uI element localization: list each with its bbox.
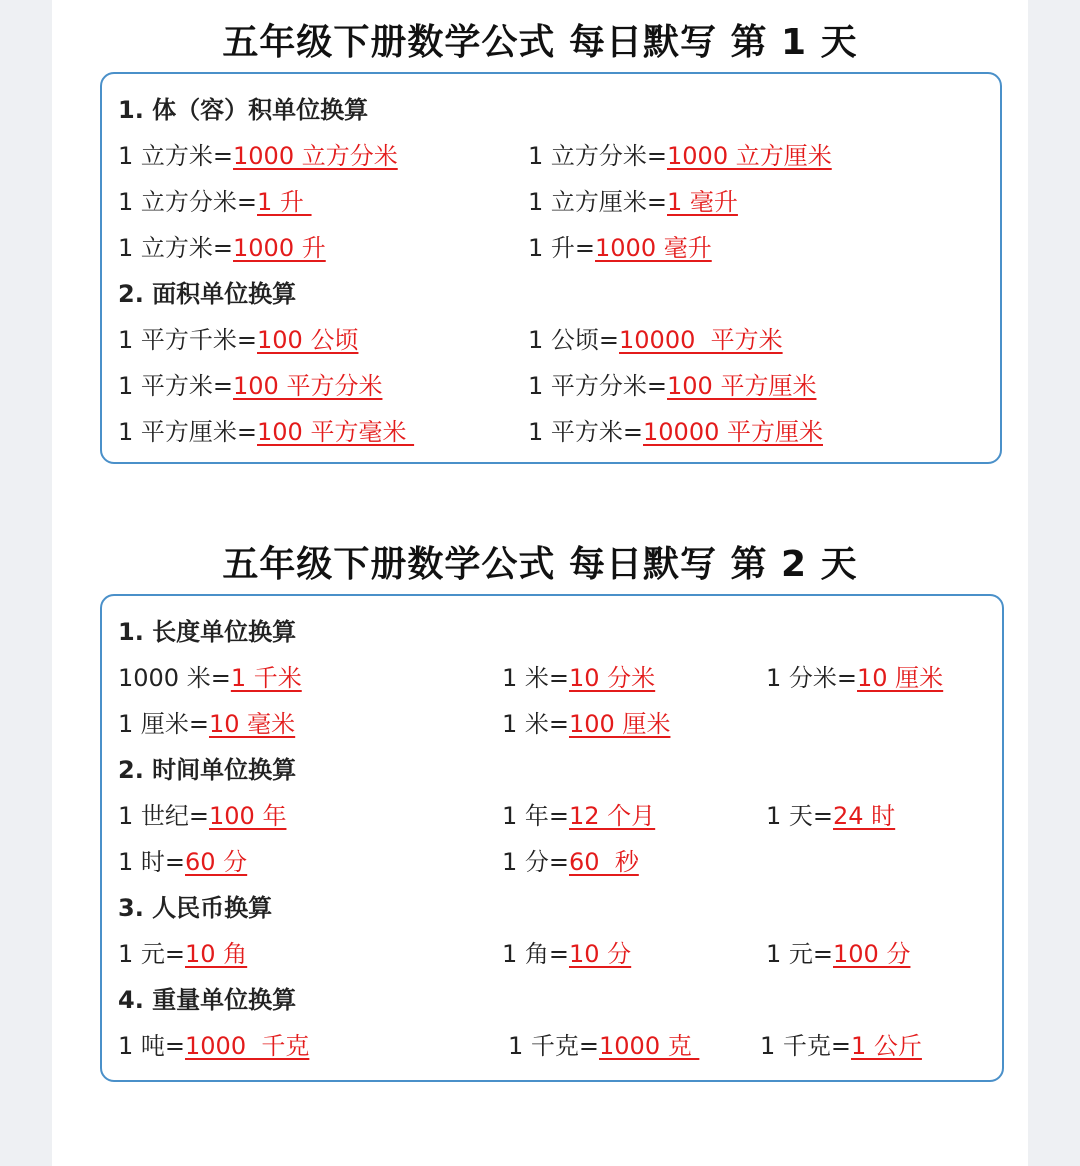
day2-formula: 1 元=100 分 xyxy=(766,940,911,968)
day1-formula: 1 立方分米=1000 立方厘米 xyxy=(528,142,832,170)
day2-formula: 1 元=10 角 xyxy=(118,940,248,968)
day2-formula: 1 世纪=100 年 xyxy=(118,802,287,830)
day2-card xyxy=(100,594,1004,1082)
day1-formula: 1 平方千米=100 公顷 xyxy=(118,326,359,354)
day2-section-time-heading: 2. 时间单位换算 xyxy=(118,756,297,784)
day1-formula: 1 平方分米=100 平方厘米 xyxy=(528,372,817,400)
day1-section-area-heading: 2. 面积单位换算 xyxy=(118,280,297,308)
day2-formula: 1 千克=1 公斤 xyxy=(760,1032,922,1060)
day2-title: 五年级下册数学公式 每日默写 第 2 天 xyxy=(222,544,858,585)
day1-formula: 1 公顷=10000 平方米 xyxy=(528,326,783,354)
day1-card xyxy=(100,72,1002,464)
day1-title: 五年级下册数学公式 每日默写 第 1 天 xyxy=(222,22,858,63)
day2-formula: 1 米=100 厘米 xyxy=(502,710,671,738)
day2-formula: 1000 米=1 千米 xyxy=(118,664,302,692)
day2-formula: 1 分米=10 厘米 xyxy=(766,664,944,692)
day2-formula: 1 千克=1000 克 xyxy=(508,1032,700,1060)
day2-section-length-heading: 1. 长度单位换算 xyxy=(118,618,297,646)
worksheet-page xyxy=(52,0,1028,1166)
day1-section-volume-heading: 1. 体（容）积单位换算 xyxy=(118,96,369,124)
day1-formula: 1 平方厘米=100 平方毫米 xyxy=(118,418,415,446)
day2-formula: 1 吨=1000 千克 xyxy=(118,1032,310,1060)
day2-formula: 1 年=12 个月 xyxy=(502,802,656,830)
day2-formula: 1 分=60 秒 xyxy=(502,848,639,876)
day2-formula: 1 时=60 分 xyxy=(118,848,248,876)
day1-formula: 1 升=1000 毫升 xyxy=(528,234,712,262)
day1-formula: 1 立方厘米=1 毫升 xyxy=(528,188,738,216)
day1-formula: 1 立方米=1000 升 xyxy=(118,234,326,262)
day1-formula: 1 立方米=1000 立方分米 xyxy=(118,142,398,170)
day2-section-currency-heading: 3. 人民币换算 xyxy=(118,894,273,922)
day2-formula: 1 米=10 分米 xyxy=(502,664,656,692)
day1-formula: 1 立方分米=1 升 xyxy=(118,188,312,216)
day2-formula: 1 厘米=10 毫米 xyxy=(118,710,296,738)
day1-formula: 1 平方米=100 平方分米 xyxy=(118,372,383,400)
day2-formula: 1 角=10 分 xyxy=(502,940,632,968)
day2-formula: 1 天=24 时 xyxy=(766,802,896,830)
day2-section-weight-heading: 4. 重量单位换算 xyxy=(118,986,297,1014)
day1-formula: 1 平方米=10000 平方厘米 xyxy=(528,418,823,446)
